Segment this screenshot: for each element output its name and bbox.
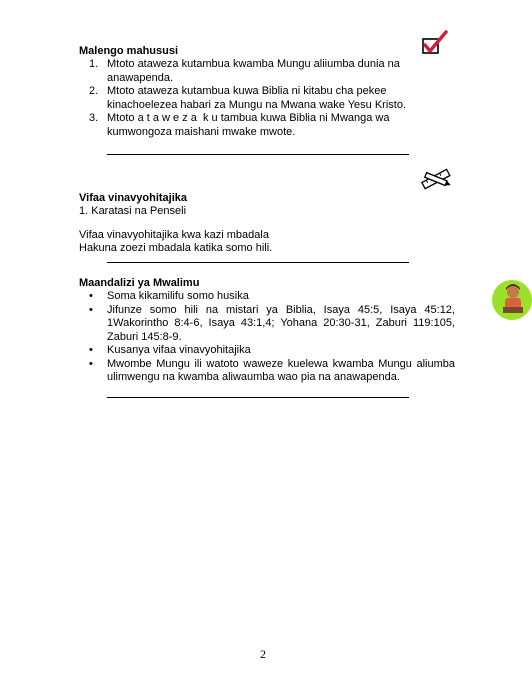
list-text: Mtoto a t a w e z a k u tambua kuwa Biblia ni Mwanga wa kumwongoza maishani mwake mwote.	[107, 112, 393, 138]
objectives-heading: Malengo mahususi	[79, 45, 179, 57]
list-item	[79, 290, 455, 304]
checkmark-icon	[421, 30, 449, 56]
list-text: Jifunze somo hili na mistari ya Biblia, Isaya 45:5, Isaya 45:12, 1Wakorinthо 8:4-6, Isaya 43:1,4; Yohana 20:30-31, Zaburi 119:105, Zaburi 145:8-9.	[107, 303, 455, 343]
list-item	[79, 85, 455, 112]
list-text: Mwombe Mungu ili watoto waweze kuelewa kwamba Mungu aliumba ulimwengu na kwamba aliwaumba wao pia na anawapenda.	[107, 357, 455, 383]
list-item	[79, 304, 455, 345]
preparation-list	[79, 290, 455, 385]
list-item	[79, 58, 455, 85]
list-text: Soma kikamilifu somo husika	[107, 290, 249, 302]
bullet: •	[89, 290, 93, 302]
materials-item: 1. Karatasi na Penseli	[79, 205, 187, 217]
list-text: Mtoto ataweza kutambua kwamba Mungu aliiumba dunia na anawapenda.	[107, 58, 400, 84]
divider	[107, 262, 409, 263]
bullet: •	[89, 303, 93, 316]
list-number: 1.	[89, 58, 99, 70]
list-item	[79, 358, 455, 385]
alt-materials-line: Hakuna zoezi mbadala katika somo hili.	[79, 242, 273, 254]
bullet: •	[89, 344, 93, 356]
list-text: Kusanya vifaa vinavyohitajika	[107, 344, 251, 356]
divider	[107, 397, 409, 398]
list-item	[79, 112, 455, 139]
page-number: 2	[260, 647, 266, 661]
preparation-heading: Maandalizi ya Mwalimu	[79, 277, 200, 289]
divider	[107, 154, 409, 155]
alt-materials-line: Vifaa vinavyohitajika kwa kazi mbadala	[79, 229, 269, 241]
list-number: 2.	[89, 85, 99, 97]
materials-heading: Vifaa vinavyohitajika	[79, 192, 188, 204]
teacher-icon	[492, 280, 532, 320]
bullet: •	[89, 357, 93, 370]
list-item	[79, 344, 455, 358]
list-number: 3.	[89, 112, 99, 124]
list-text: Mtoto ataweza kutambua kuwa Biblia ni kitabu cha pekee kinachoelezea habari za Mungu na Mwana wake Yesu Kristo.	[107, 85, 407, 111]
objectives-list	[79, 58, 455, 139]
pencil-ruler-icon	[419, 165, 455, 193]
